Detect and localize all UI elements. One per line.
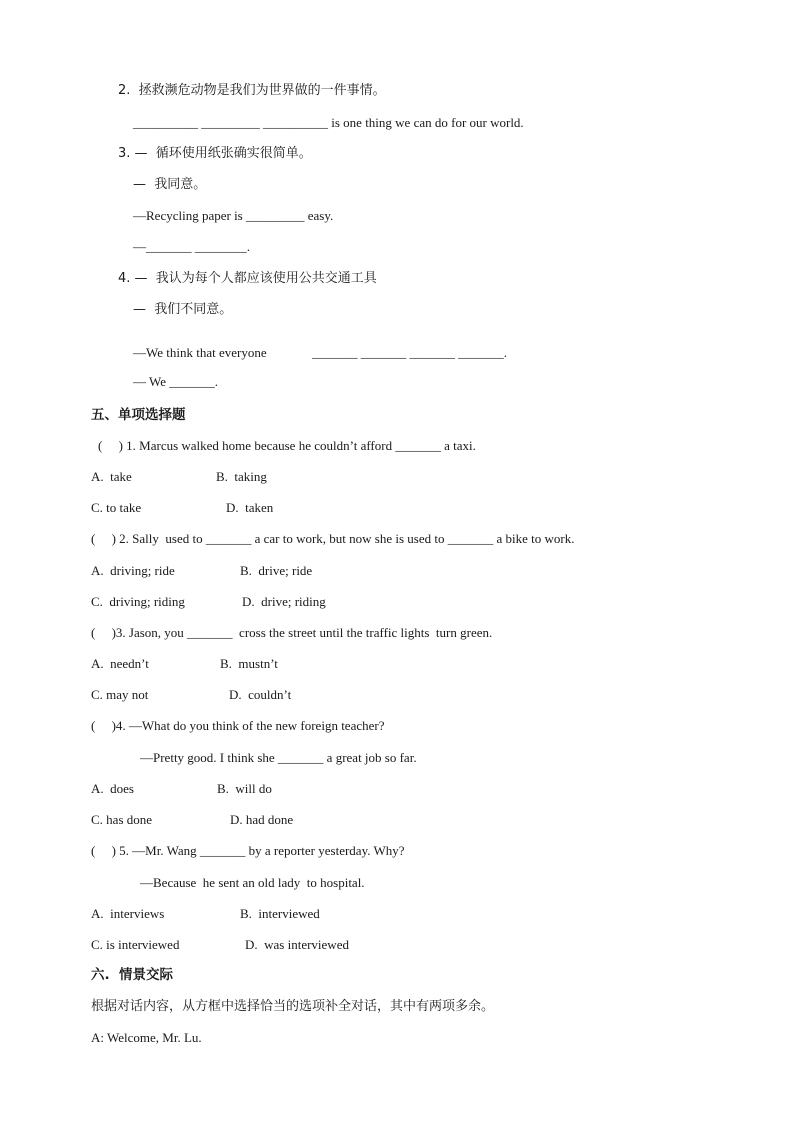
mc-5-option-d: D. was interviewed — [245, 937, 349, 952]
mc-3-option-a: A. needn’t — [91, 656, 149, 671]
mc-5-question: ( ) 5. —Mr. Wang _______ by a reporter yesterday. Why? — [91, 843, 405, 858]
mc-4-option-a: A. does — [91, 781, 134, 796]
mc-2-option-d: D. drive; riding — [242, 594, 326, 609]
mc-3-option-c: C. may not — [91, 687, 149, 702]
question-4-english-blanks: _______ _______ _______ _______. — [312, 345, 507, 360]
question-4-english-a: —We think that everyone — [133, 345, 267, 360]
mc-5-option-a: A. interviews — [91, 906, 165, 921]
section-6-instructions: 根据对话内容，从方框中选择恰当的选项补全对话，其中有两项多余。 — [91, 999, 495, 1014]
question-3-english-b: —_______ ________. — [133, 239, 250, 254]
mc-5-option-b: B. interviewed — [240, 906, 320, 921]
mc-2-option-c: C. driving; riding — [91, 594, 185, 609]
mc-4-response: —Pretty good. I think she _______ a great job so far. — [140, 750, 417, 765]
section-5-heading: 五、单项选择题 — [91, 407, 186, 423]
mc-1-option-d: D. taken — [226, 500, 274, 515]
question-2-chinese: 2. 拯救濒危动物是我们为世界做的一件事情。 — [118, 83, 386, 98]
mc-1-option-c: C. to take — [91, 500, 142, 515]
mc-1-question: ( ) 1. Marcus walked home because he couldn’t afford _______ a taxi. — [98, 438, 476, 453]
mc-4-option-c: C. has done — [91, 812, 153, 827]
mc-3-option-d: D. couldn’t — [229, 687, 292, 702]
mc-2-option-a: A. driving; ride — [91, 563, 175, 578]
mc-2-question: ( ) 2. Sally used to _______ a car to work, but now she is used to _______ a bike to work. — [91, 531, 575, 546]
question-3-english-a: —Recycling paper is _________ easy. — [133, 208, 334, 223]
section-6-heading: 六. 情景交际 — [91, 967, 174, 983]
question-3-chinese-b: — 我同意。 — [133, 177, 207, 192]
question-4-chinese-b: — 我们不同意。 — [133, 302, 233, 317]
mc-3-question: ( )3. Jason, you _______ cross the street until the traffic lights turn green. — [91, 625, 493, 640]
question-3-chinese-a: 3. — 循环使用纸张确实很简单。 — [118, 146, 312, 161]
mc-4-option-d: D. had done — [230, 812, 294, 827]
mc-1-option-a: A. take — [91, 469, 132, 484]
mc-5-option-c: C. is interviewed — [91, 937, 180, 952]
dialogue-line-1: A: Welcome, Mr. Lu. — [91, 1030, 202, 1045]
question-4-english-b: — We _______. — [133, 374, 219, 389]
question-4-chinese-a: 4. — 我认为每个人都应该使用公共交通工具 — [118, 271, 377, 286]
mc-2-option-b: B. drive; ride — [240, 563, 313, 578]
mc-4-question: ( )4. —What do you think of the new foreign teacher? — [91, 718, 385, 733]
mc-3-option-b: B. mustn’t — [220, 656, 278, 671]
mc-4-option-b: B. will do — [217, 781, 272, 796]
mc-5-response: —Because he sent an old lady to hospital. — [140, 875, 365, 890]
question-2-english: __________ _________ __________ is one thing we can do for our world. — [133, 115, 524, 130]
mc-1-option-b: B. taking — [216, 469, 267, 484]
